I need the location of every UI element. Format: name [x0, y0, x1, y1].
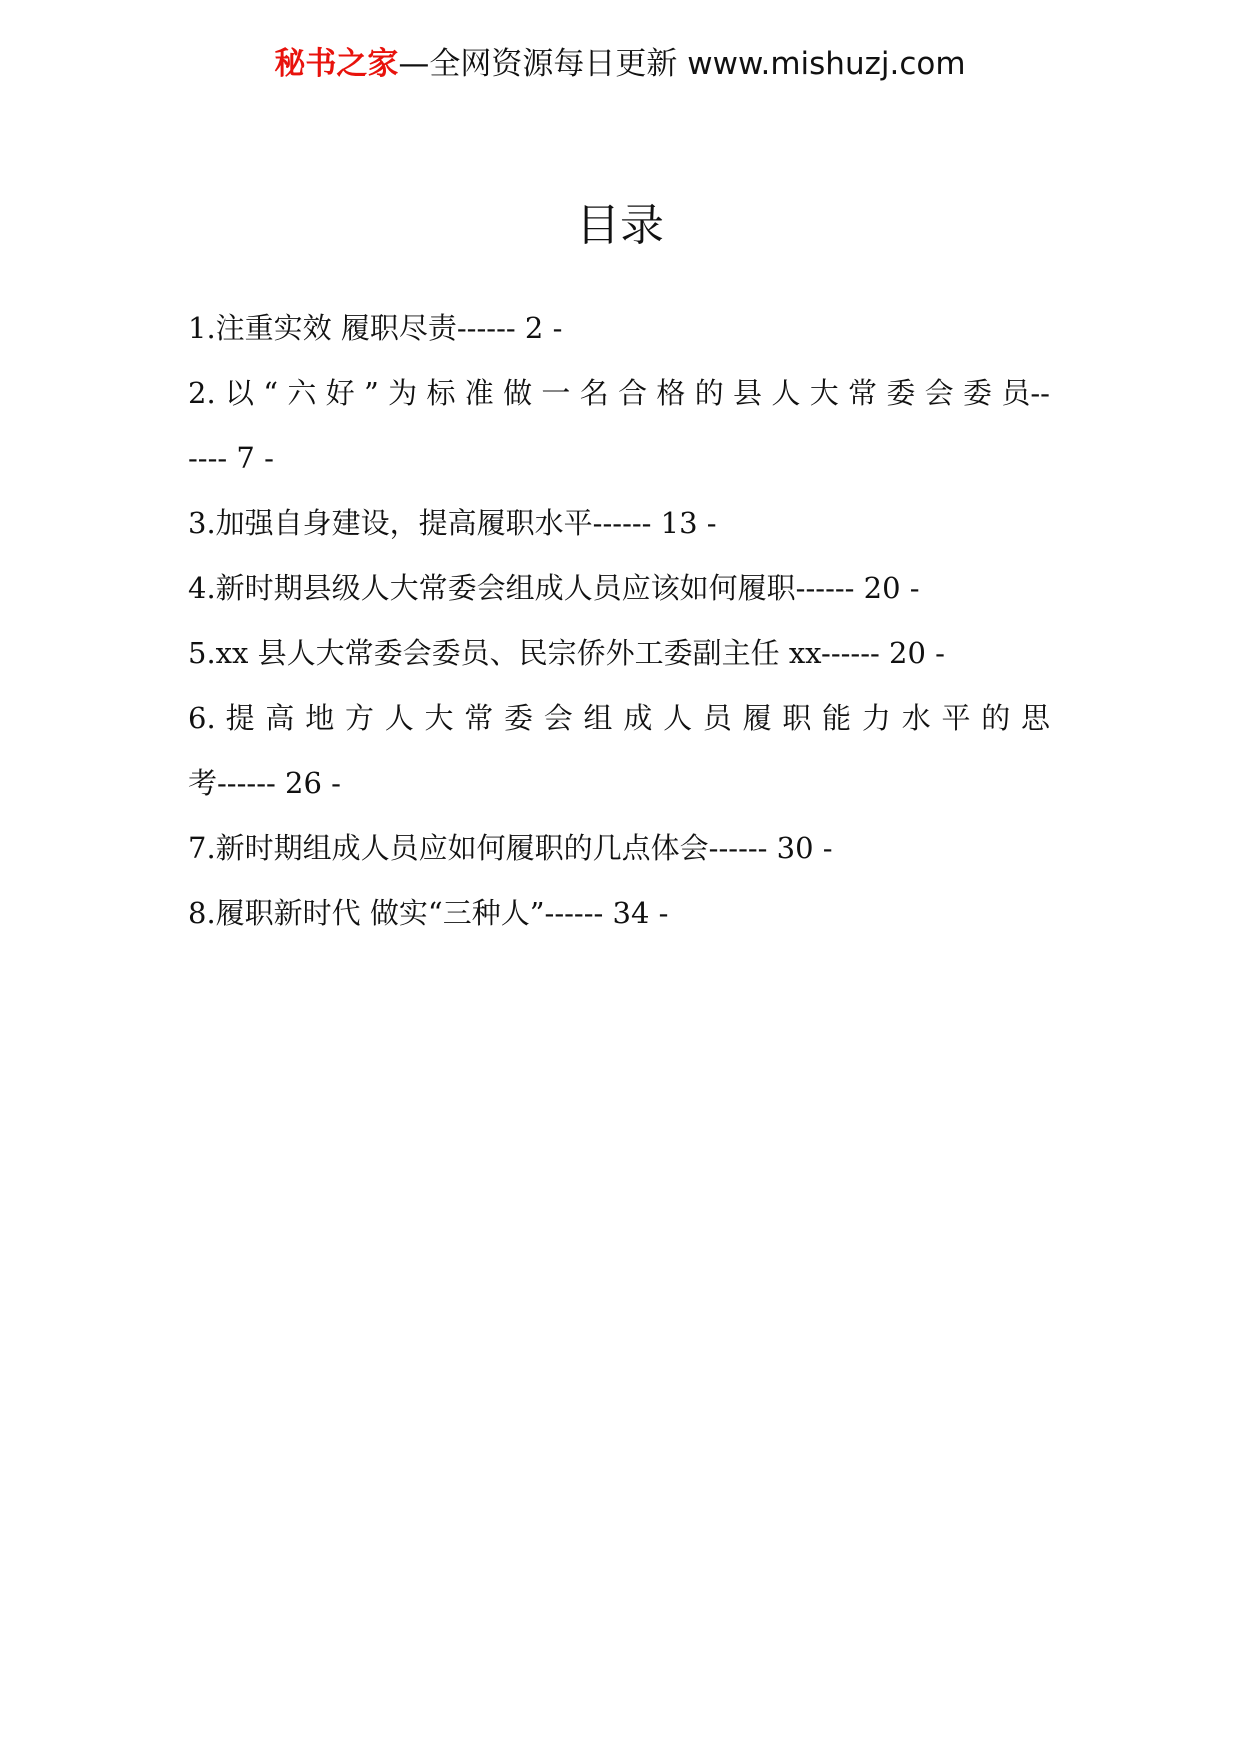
table-of-contents: [188, 296, 1050, 946]
toc-item-3: 3.加强自身建设，提高履职水平------ 13 -: [188, 506, 717, 540]
toc-item-1: 1.注重实效 履职尽责------ 2 -: [188, 311, 563, 345]
toc-item-4: 4.新时期县级人大常委会组成人员应该如何履职------ 20 -: [188, 571, 920, 605]
toc-item-6: 6. 提 高 地 方 人 大 常 委 会 组 成 人 员 履 职 能 力 水 平 的 思 考------ 26 -: [188, 701, 1050, 800]
toc-item-8: 8.履职新时代 做实“三种人”------ 34 -: [188, 896, 669, 930]
site-header: [0, 44, 1240, 84]
toc-item-5: 5.xx 县人大常委会委员、民宗侨外工委副主任 xx------ 20 -: [188, 636, 945, 670]
site-tagline: —全网资源每日更新 www.mishuzj.com: [398, 46, 966, 82]
site-brand: 秘书之家: [274, 46, 399, 82]
toc-item-2: 2. 以 “ 六 好 ” 为 标 准 做 一 名 合 格 的 县 人 大 常 委 会 委 员------ 7 -: [188, 376, 1050, 475]
page-title: 目录: [576, 200, 664, 251]
toc-item-7: 7.新时期组成人员应如何履职的几点体会------ 30 -: [188, 831, 833, 865]
